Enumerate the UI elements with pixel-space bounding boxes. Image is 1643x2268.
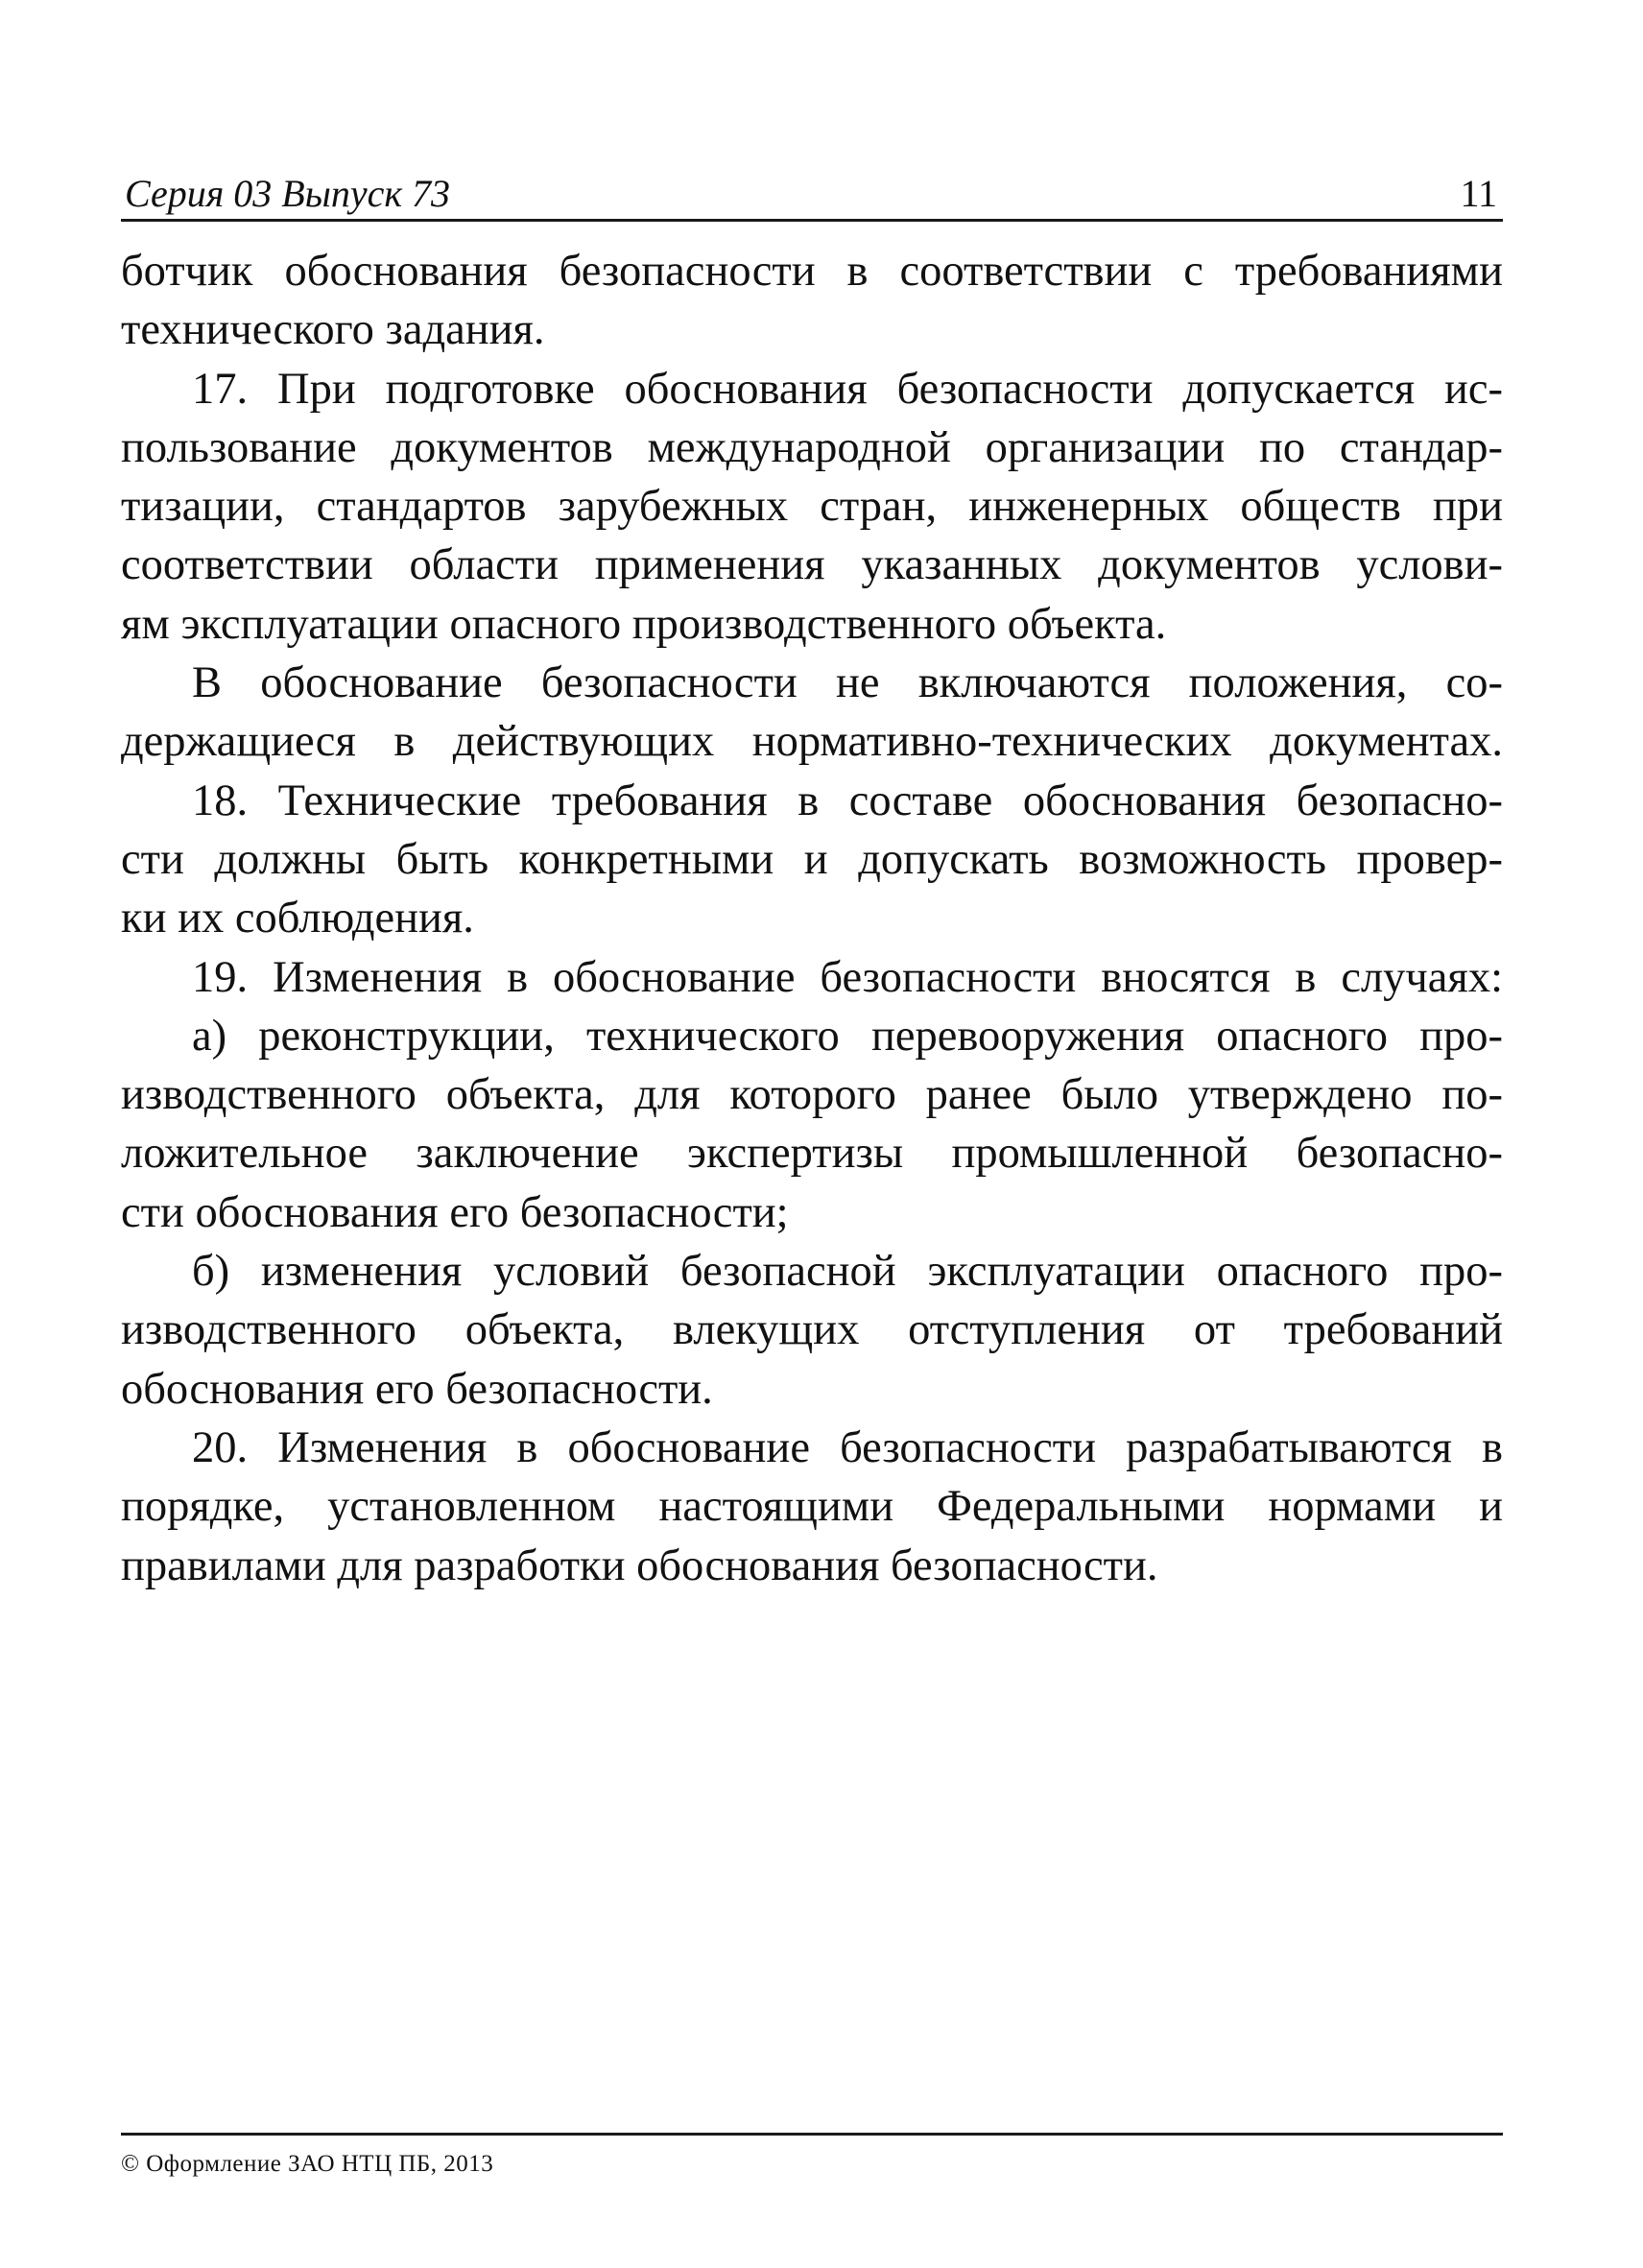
text-line: пользование документов международной организации по стандар- (121, 422, 1503, 472)
running-header (121, 169, 1503, 222)
paragraph-20-line: 20. Изменения в обоснование безопасности разрабатываются в (192, 1422, 1503, 1472)
text-line: сти обоснования его безопасности; (121, 1187, 789, 1237)
copyright-notice: © Оформление ЗАО НТЦ ПБ, 2013 (121, 2151, 494, 2177)
text-line: изводственного объекта, для которого ранее было утверждено по- (121, 1070, 1503, 1120)
text-line: ки их соблюдения. (121, 894, 474, 943)
item-a-line: а) реконструкции, технического перевооружения опасного про- (192, 1011, 1503, 1061)
text-line: ботчик обоснования безопасности в соответствии с требованиями (121, 247, 1503, 296)
page-number: 11 (1460, 172, 1497, 215)
text-line: порядке, установленном настоящими Федеральными нормами и (121, 1482, 1503, 1532)
text-line: соответствии области применения указанных документов услови- (121, 540, 1503, 590)
text-line: технического задания. (121, 305, 545, 355)
item-b-line: б) изменения условий безопасной эксплуатации опасного про- (192, 1247, 1503, 1297)
text-line: тизации, стандартов зарубежных стран, инженерных обществ при (121, 482, 1503, 532)
paragraph-17-line: 17. При подготовке обоснования безопасности допускается ис- (192, 364, 1503, 414)
text-line: изводственного объекта, влекущих отступления от требований (121, 1305, 1503, 1355)
page-footer (121, 2133, 1503, 2180)
text-line: правилами для разработки обоснования безопасности. (121, 1540, 1158, 1590)
text-line: держащиеся в действующих нормативно-технических документах. (121, 717, 1503, 767)
text-line: ям эксплуатации опасного производственного объекта. (121, 599, 1167, 649)
paragraph-exclusions-line: В обоснование безопасности не включаются положения, со- (192, 658, 1503, 708)
paragraph-18-line: 18. Технические требования в составе обоснования безопасно- (192, 776, 1503, 825)
text-line: обоснования его безопасности. (121, 1364, 713, 1414)
body-text (121, 242, 1503, 1595)
text-line: ложительное заключение экспертизы промышленной безопасно- (121, 1129, 1503, 1179)
series-title: Серия 03 Выпуск 73 (125, 172, 451, 215)
text-line: сти должны быть конкретными и допускать возможность провер- (121, 834, 1503, 884)
paragraph-19-line: 19. Изменения в обоснование безопасности вносятся в случаях: (192, 952, 1503, 1002)
